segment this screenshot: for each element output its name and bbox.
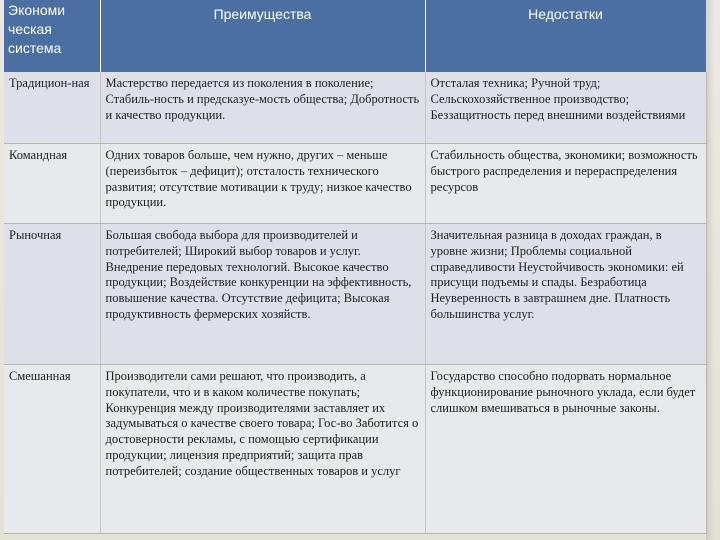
system-name-cell: Рыночная	[4, 224, 100, 365]
system-name-cell: Смешанная	[4, 365, 100, 534]
table-row	[4, 365, 706, 534]
header-disadvantages: Недостатки	[425, 0, 706, 72]
table-row	[4, 224, 706, 365]
advantages-cell: Одних товаров больше, чем нужно, других – меньше (переизбыток – дефицит); отсталость технического развития; отсутствие мотивации к труду; низкое качество продукции.	[100, 144, 425, 224]
advantages-cell: Производители сами решают, что производить, а покупатели, что и в каком количестве покупать; Конкуренция между производителями заставляет их задумываться о качестве своего товара; Гос-во Заботится о достоверности рекламы, с помощью сертификации продукции; лицензия предприятий; защита прав потребителей; создание общественных товаров и услуг	[100, 365, 425, 534]
slide-edge-shadow	[706, 0, 714, 540]
table-row	[4, 144, 706, 224]
header-advantages: Преимущества	[100, 0, 425, 72]
economic-systems-table	[4, 0, 707, 534]
header-economic-system: Экономи ческая система	[4, 0, 100, 72]
advantages-cell: Большая свобода выбора для производителей и потребителей; Широкий выбор товаров и услуг. Внедрение передовых технологий. Высокое качество продукции; Воздействие конкуренции на эффективность, повышение качества. Отсутствие дефицита; Высокая продуктивность фермерских хозяйств.	[100, 224, 425, 365]
table-header-row	[4, 0, 706, 72]
disadvantages-cell: Государство способно подорвать нормальное функционирование рыночного уклада, если будет слишком вмешиваться в рыночные законы.	[425, 365, 706, 534]
system-name-cell: Традицион-ная	[4, 72, 100, 144]
disadvantages-cell: Стабильность общества, экономики; возможность быстрого распределения и перераспределения ресурсов	[425, 144, 706, 224]
system-name-cell: Командная	[4, 144, 100, 224]
table-row	[4, 72, 706, 144]
advantages-cell: Мастерство передается из поколения в поколение; Стабиль-ность и предсказуе-мость общества; Добротность и качество продукции.	[100, 72, 425, 144]
disadvantages-cell: Отсталая техника; Ручной труд; Сельскохозяйственное производство; Беззащитность перед внешними воздействиями	[425, 72, 706, 144]
disadvantages-cell: Значительная разница в доходах граждан, в уровне жизни; Проблемы социальной справедливости Неустойчивость экономики: ей присущи подъемы и спады. Безработица Неуверенность в завтрашнем дне. Платность большинства услуг.	[425, 224, 706, 365]
